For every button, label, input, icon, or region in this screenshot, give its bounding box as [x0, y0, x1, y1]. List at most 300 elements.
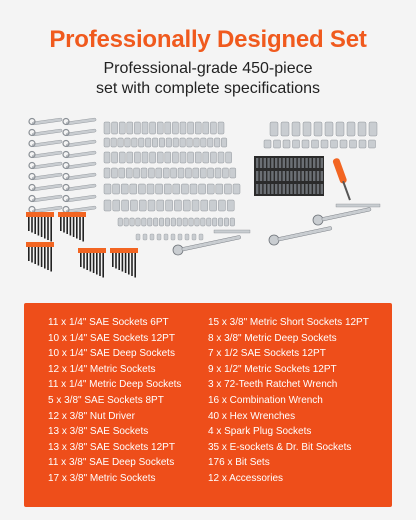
bit	[298, 184, 300, 194]
hex-key	[122, 253, 124, 272]
hex-key	[79, 217, 81, 240]
deep-socket	[281, 122, 289, 136]
ratchet-head	[313, 215, 323, 225]
socket	[112, 152, 118, 163]
wrench	[66, 206, 96, 213]
socket	[141, 168, 147, 178]
socket	[201, 138, 207, 147]
socket	[172, 152, 178, 163]
wrench-ring	[63, 152, 69, 158]
socket	[132, 138, 138, 147]
bit	[317, 158, 319, 168]
bit	[260, 158, 262, 168]
bit	[275, 184, 277, 194]
hex-key	[28, 217, 30, 231]
socket	[173, 184, 180, 194]
hex-key	[128, 253, 130, 275]
hex-key	[73, 217, 75, 237]
socket	[104, 152, 110, 163]
socket	[208, 168, 214, 178]
socket	[142, 218, 147, 226]
hex-key	[34, 217, 36, 234]
bit	[321, 184, 323, 194]
spec-item: 176 x Bit Sets	[208, 457, 270, 469]
bit	[294, 184, 296, 194]
bit	[286, 171, 288, 181]
deep-socket	[325, 122, 333, 136]
socket	[222, 168, 228, 178]
hex-key	[38, 217, 40, 236]
small-socket	[192, 234, 196, 240]
wrench-ring	[29, 130, 35, 136]
socket	[218, 122, 224, 134]
specifications-panel	[24, 303, 392, 507]
small-socket	[178, 234, 182, 240]
hex-key	[93, 253, 95, 273]
socket	[199, 184, 206, 194]
ratchet-handle	[322, 207, 372, 221]
socket	[118, 218, 123, 226]
combination-wrenches	[29, 118, 96, 213]
wrench	[32, 206, 62, 213]
socket	[192, 200, 199, 211]
bit	[275, 158, 277, 168]
socket	[119, 122, 125, 134]
bit	[290, 158, 292, 168]
socket	[156, 168, 162, 178]
hex-key	[96, 253, 98, 275]
socket	[159, 218, 164, 226]
spec-item: 4 x Spark Plug Sockets	[208, 426, 312, 438]
socket	[130, 200, 137, 211]
socket	[148, 168, 154, 178]
socket	[136, 218, 141, 226]
hex-key	[112, 253, 114, 267]
wrench	[66, 162, 96, 169]
socket	[187, 138, 193, 147]
hex-key	[66, 217, 68, 234]
spec-item: 5 x 3/8" SAE Sockets 8PT	[48, 394, 164, 406]
wrench-ring	[63, 207, 69, 213]
socket	[207, 218, 212, 226]
socket	[221, 138, 227, 147]
small-socket	[164, 234, 168, 240]
socket	[210, 122, 216, 134]
extension-bar	[214, 230, 250, 233]
small-socket	[136, 234, 140, 240]
hex-key	[31, 247, 33, 263]
ratchet-head	[269, 235, 279, 245]
spec-item: 15 x 3/8" Metric Short Sockets 12PT	[208, 317, 369, 328]
tool-set-image	[18, 100, 398, 290]
socket	[233, 184, 240, 194]
socket	[207, 184, 214, 194]
bit	[309, 158, 311, 168]
socket	[159, 138, 165, 147]
socket	[145, 138, 151, 147]
bit	[271, 171, 273, 181]
bit	[260, 184, 262, 194]
hex-key	[60, 217, 62, 231]
socket	[194, 138, 200, 147]
spec-item: 40 x Hex Wrenches	[208, 410, 296, 422]
socket	[119, 152, 125, 163]
wrench-ring	[29, 196, 35, 202]
bit	[283, 158, 285, 168]
ratchet-handle	[278, 226, 333, 241]
socket	[134, 152, 140, 163]
bit	[313, 171, 315, 181]
hex-key	[115, 253, 117, 269]
socket	[104, 184, 111, 194]
wrench-ring	[29, 141, 35, 147]
socket	[340, 140, 347, 148]
socket	[157, 122, 163, 134]
socket	[180, 122, 186, 134]
socket	[126, 168, 132, 178]
socket	[150, 122, 156, 134]
hex-key-holder	[110, 248, 138, 253]
wrench	[66, 118, 96, 125]
socket	[121, 184, 128, 194]
hex-key	[83, 253, 85, 269]
socket	[153, 218, 158, 226]
bit	[309, 184, 311, 194]
socket	[350, 140, 357, 148]
bit	[256, 184, 258, 194]
spec-item: 11 x 1/4" Metric Deep Sockets	[48, 379, 182, 391]
socket	[157, 200, 164, 211]
socket	[210, 152, 216, 163]
deep-socket	[358, 122, 366, 136]
bit	[267, 158, 269, 168]
bit	[302, 158, 304, 168]
socket	[111, 138, 117, 147]
hex-key	[34, 247, 36, 264]
socket	[174, 200, 181, 211]
spec-item: 3 x 72-Teeth Ratchet Wrench	[208, 379, 338, 391]
deep-socket	[270, 122, 278, 136]
deep-socket	[369, 122, 377, 136]
spec-item: 13 x 3/8" SAE Sockets	[48, 426, 149, 438]
socket	[113, 184, 120, 194]
bit	[286, 184, 288, 194]
socket	[104, 138, 110, 147]
socket	[157, 152, 163, 163]
wrench	[32, 184, 62, 191]
hex-key	[41, 247, 43, 267]
hex-key	[47, 247, 49, 270]
wrench	[66, 173, 96, 180]
bit	[313, 184, 315, 194]
spec-item: 16 x Combination Wrench	[208, 394, 323, 406]
deep-socket	[347, 122, 355, 136]
socket	[111, 168, 117, 178]
deep-socket	[336, 122, 344, 136]
socket	[171, 218, 176, 226]
page-title: Professionally Designed Set	[49, 26, 367, 53]
socket	[142, 152, 148, 163]
spec-item: 17 x 3/8" Metric Sockets	[48, 472, 156, 484]
bit	[271, 158, 273, 168]
socket	[180, 138, 186, 147]
spec-item: 8 x 3/8" Metric Deep Sockets	[208, 332, 337, 344]
socket	[200, 168, 206, 178]
socket	[181, 184, 188, 194]
wrench-ring	[29, 163, 35, 169]
hex-key	[63, 217, 65, 233]
socket	[165, 122, 171, 134]
specs-right-column	[208, 315, 369, 487]
socket	[180, 152, 186, 163]
wrench	[66, 129, 96, 136]
hex-key-holder	[26, 242, 54, 247]
socket	[119, 168, 125, 178]
bit	[317, 184, 319, 194]
wrench-ring	[29, 207, 35, 213]
socket	[274, 140, 281, 148]
socket	[150, 152, 156, 163]
wrench	[32, 195, 62, 202]
socket	[224, 184, 231, 194]
hex-key	[31, 217, 33, 233]
small-socket	[150, 234, 154, 240]
socket	[152, 138, 158, 147]
specs-left-column	[48, 315, 181, 487]
socket	[195, 152, 201, 163]
spec-item: 9 x 1/2" Metric Sockets 12PT	[208, 363, 337, 375]
socket	[127, 152, 133, 163]
socket	[147, 184, 154, 194]
ratchet-head	[173, 245, 183, 255]
socket	[230, 218, 235, 226]
ratchet-handle	[182, 235, 241, 251]
socket	[156, 184, 163, 194]
socket	[195, 218, 200, 226]
socket	[331, 140, 338, 148]
wrench	[66, 195, 96, 202]
deep-socket	[292, 122, 300, 136]
socket	[227, 200, 234, 211]
bit	[294, 171, 296, 181]
bit	[275, 171, 277, 181]
socket	[130, 218, 135, 226]
wrench-ring	[63, 196, 69, 202]
wrench	[32, 162, 62, 169]
socket	[125, 138, 131, 147]
wrench	[32, 129, 62, 136]
bit	[279, 158, 281, 168]
socket	[208, 138, 214, 147]
spec-item: 10 x 1/4" SAE Deep Sockets	[48, 348, 175, 360]
socket	[283, 140, 290, 148]
bit	[309, 171, 311, 181]
hex-key-holder	[58, 212, 86, 217]
socket	[214, 138, 220, 147]
socket	[173, 138, 179, 147]
hex-key	[90, 253, 92, 272]
hex-key	[131, 253, 133, 276]
socket	[148, 218, 153, 226]
spec-item: 7 x 1/2 SAE Sockets 12PT	[208, 348, 326, 360]
spec-item: 12 x 3/8" Nut Driver	[48, 410, 135, 422]
hex-key	[86, 253, 88, 270]
hex-key-holder	[26, 212, 54, 217]
socket	[188, 152, 194, 163]
deep-socket	[303, 122, 311, 136]
socket	[203, 122, 209, 134]
wrench	[32, 151, 62, 158]
socket	[139, 138, 145, 147]
small-socket	[143, 234, 147, 240]
wrench	[32, 173, 62, 180]
socket	[113, 200, 120, 211]
wrench-ring	[29, 152, 35, 158]
small-socket	[157, 234, 161, 240]
bit	[317, 171, 319, 181]
hex-key	[41, 217, 43, 237]
hex-key	[38, 247, 40, 266]
bit	[290, 184, 292, 194]
socket	[312, 140, 319, 148]
hex-key	[28, 247, 30, 261]
socket	[163, 168, 169, 178]
bit	[286, 158, 288, 168]
hex-key	[99, 253, 101, 276]
socket	[134, 168, 140, 178]
bit	[267, 171, 269, 181]
spec-item: 10 x 1/4" SAE Sockets 12PT	[48, 332, 175, 344]
socket	[193, 168, 199, 178]
screwdriver-shaft	[342, 181, 351, 200]
hex-key	[44, 247, 46, 269]
socket	[195, 122, 201, 134]
socket	[216, 184, 223, 194]
hex-key	[82, 217, 84, 242]
bit	[305, 158, 307, 168]
socket	[166, 138, 172, 147]
bit	[305, 184, 307, 194]
small-socket	[185, 234, 189, 240]
wrench-ring	[29, 174, 35, 180]
hex-key	[125, 253, 127, 273]
hex-key	[118, 253, 120, 270]
spec-item: 35 x E-sockets & Dr. Bit Sockets	[208, 441, 352, 453]
bit	[271, 184, 273, 194]
socket	[112, 122, 118, 134]
socket	[185, 168, 191, 178]
socket	[104, 200, 111, 211]
bit	[264, 171, 266, 181]
wrench-ring	[63, 163, 69, 169]
wrench-ring	[29, 185, 35, 191]
subtitle-line-1: Professional-grade 450-piece	[103, 60, 313, 77]
socket	[104, 168, 110, 178]
bit	[298, 171, 300, 181]
hex-key	[134, 253, 136, 278]
ratchets-and-accessories	[136, 204, 380, 255]
wrench	[32, 140, 62, 147]
socket	[226, 152, 232, 163]
bit	[279, 171, 281, 181]
socket	[203, 152, 209, 163]
spec-item: 12 x 1/4" Metric Sockets	[48, 363, 156, 375]
spec-item: 11 x 1/4" SAE Sockets 6PT	[48, 317, 169, 328]
socket	[139, 200, 146, 211]
socket	[104, 122, 110, 134]
hex-key	[80, 253, 82, 267]
wrench-ring	[29, 119, 35, 125]
socket	[218, 218, 223, 226]
subtitle-line-2: set with complete specifications	[95, 80, 321, 97]
deep-socket	[314, 122, 322, 136]
socket	[190, 184, 197, 194]
socket	[122, 200, 129, 211]
socket	[201, 218, 206, 226]
wrench-ring	[63, 130, 69, 136]
bit	[283, 184, 285, 194]
bit	[294, 158, 296, 168]
bit	[260, 171, 262, 181]
socket	[183, 200, 190, 211]
socket	[142, 122, 148, 134]
bit	[267, 184, 269, 194]
socket-rows	[104, 122, 377, 226]
socket	[148, 200, 155, 211]
hex-key	[50, 217, 52, 242]
socket	[118, 138, 124, 147]
socket	[130, 184, 137, 194]
spec-item: 11 x 3/8" SAE Deep Sockets	[48, 457, 175, 469]
bit	[302, 171, 304, 181]
socket	[177, 218, 182, 226]
bit	[302, 184, 304, 194]
socket	[189, 218, 194, 226]
bit	[298, 158, 300, 168]
socket	[218, 200, 225, 211]
socket	[321, 140, 328, 148]
socket	[302, 140, 309, 148]
bit	[321, 171, 323, 181]
wrench-ring	[63, 119, 69, 125]
socket	[210, 200, 217, 211]
socket	[293, 140, 300, 148]
hex-key	[102, 253, 104, 278]
socket	[230, 168, 236, 178]
spec-item: 12 x Accessories	[208, 472, 284, 484]
socket	[369, 140, 376, 148]
bit	[290, 171, 292, 181]
bit-tray	[254, 156, 351, 200]
socket	[264, 140, 271, 148]
socket	[165, 152, 171, 163]
wrench	[66, 151, 96, 158]
bit	[256, 158, 258, 168]
hex-key	[76, 217, 78, 239]
socket	[359, 140, 366, 148]
socket	[172, 122, 178, 134]
hex-key	[47, 217, 49, 240]
socket	[164, 184, 171, 194]
wrench	[32, 118, 62, 125]
wrench-ring	[63, 185, 69, 191]
socket	[134, 122, 140, 134]
wrench	[66, 140, 96, 147]
bit	[305, 171, 307, 181]
bit	[283, 171, 285, 181]
bit	[256, 171, 258, 181]
socket	[171, 168, 177, 178]
